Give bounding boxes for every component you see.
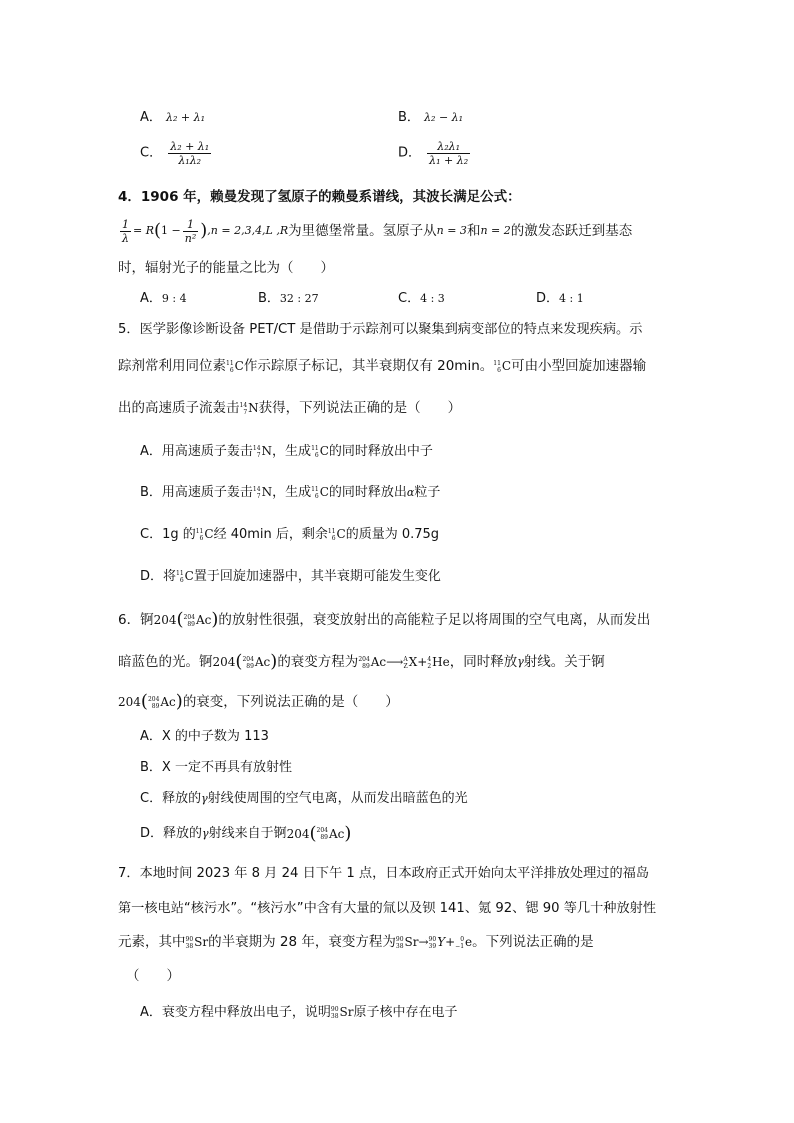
decay-arrow: →	[418, 935, 429, 949]
q4-formula-frac-den: n²	[184, 231, 197, 245]
q4-formula-line: $\frac{1}{\lambda}$ = R ( 1 − $\frac{1}{\text{n²}}$ ) ,n = 2,3,4,L ,R 为里德堡常量。氢原子从 n = 3 和 n = 2 的激发态跃迁到基态	[122, 217, 633, 245]
q3-option-b-math: λ₂ − λ₁	[424, 111, 464, 124]
q5-option-b: B．用高速质子轰击 14 7 N，生成 11 6 C的同时释放出α粒子	[140, 482, 440, 503]
electron-nuclide: 0 −1 e	[455, 935, 473, 950]
q3-option-a	[140, 108, 205, 128]
sr90-nuclide: 90 38 Sr	[395, 935, 419, 950]
q4-option-b-label: B．	[258, 291, 280, 306]
q3-option-d	[398, 140, 472, 167]
q6-option-c: C．释放的γ射线使周围的空气电离，从而发出暗蓝色的光	[140, 791, 468, 806]
q4-option-b-value: 32 : 27	[279, 292, 319, 305]
q4-option-d	[536, 289, 584, 309]
q6-option-b: B．X 一定不再具有放射性	[140, 760, 292, 775]
decay-arrow: ⟶	[386, 655, 404, 669]
q4-option-d-label: D．	[536, 291, 560, 306]
q6-line1: 6．锕 204 ( 204 89 Ac ) 的放射性很强，衰变放射出的高能粒子足以将周围的空气电离，从而发出	[118, 609, 651, 630]
q4-line2-text1: 为里德堡常量。氢原子从	[288, 223, 437, 239]
q3-option-a-label: A．	[140, 110, 162, 125]
q4-formula-lhs	[120, 218, 131, 245]
q7-line1: 7．本地时间 2023 年 8 月 24 日下午 1 点，日本政府正式开始向太平洋排放处理过的福岛	[118, 866, 650, 881]
q3-option-c-numerator: λ₂ + λ₁	[170, 140, 210, 153]
q4-formula-tail: ,n = 2,3,4,L ,R	[207, 224, 289, 237]
q3-option-d-label: D．	[398, 145, 422, 161]
q3-option-d-denominator: λ₁ + λ₂	[429, 154, 469, 167]
q4-formula-lhs-num: 1	[122, 217, 129, 231]
q4-option-d-value: 4 : 1	[559, 292, 584, 305]
q4-option-b	[258, 289, 319, 309]
q5-option-a: A．用高速质子轰击 14 7 N，生成 11 6 C的同时释放出中子	[140, 441, 433, 462]
q7-line2: 第一核电站“核污水”。“核污水”中含有大量的氚以及钡 141、氪 92、锶 90 等几十种放射性	[118, 901, 657, 916]
q5-line3-b: 获得，下列说法正确的是（ ）	[258, 400, 462, 416]
y90-nuclide: 90 39 Y	[428, 935, 446, 950]
c11-nuclide: 11 6 C	[327, 527, 346, 542]
q3-option-d-fraction	[427, 140, 470, 167]
q5-line2-a: 踪剂常利用同位素	[118, 358, 226, 374]
q4-line2-math1: n = 3	[436, 224, 467, 237]
q6-line3: 204 ( 204 89 Ac ) 的衰变，下列说法正确的是（ ）	[118, 691, 399, 712]
gamma-symbol: γ	[201, 792, 208, 805]
c11-nuclide: 11 6 C	[176, 569, 194, 584]
n14-nuclide: 14 7 N	[239, 401, 259, 416]
q5-line2-c: 可由小型回旋加速器输	[511, 358, 647, 374]
alpha-symbol: α	[406, 486, 415, 499]
ac204-nuclide: 204 89 Ac	[183, 613, 212, 628]
c11-nuclide: 11 6 C	[226, 359, 244, 374]
q4-line2-math2: n = 2	[480, 224, 511, 237]
q5-line2	[118, 356, 646, 376]
c11-nuclide: 11 6 C	[311, 485, 329, 500]
c11-nuclide: 11 6 C	[311, 444, 329, 459]
ac204-nuclide: 204 89 Ac	[147, 695, 176, 710]
gamma-symbol: γ	[202, 827, 209, 840]
q3-option-d-numerator: λ₂λ₁	[427, 140, 470, 154]
q6-option-a: A．X 的中子数为 113	[140, 729, 269, 744]
c11-nuclide: 11 6 C	[195, 527, 214, 542]
q7-option-a: A．衰变方程中释放出电子，说明 90 38 Sr原子核中存在电子	[140, 1002, 458, 1023]
q6-option-d: D．释放的 γ 射线来自于锕 204 ( 204 89 Ac )	[140, 823, 352, 844]
q4-line2-text3: 的激发态跃迁到基态	[510, 223, 633, 239]
q4-formula-frac-num: 1	[183, 218, 199, 232]
q4-option-c-value: 4 : 3	[420, 292, 445, 305]
q4-option-a-value: 9 : 4	[161, 292, 187, 305]
q7-line3: 元素，其中 90 38 Sr的半衰期为 28 年，衰变方程为 90 38 Sr→ 90 39 Y+ 0 −1 e。下列说法正确的是	[118, 934, 594, 950]
q5-option-d: D．将 11 6 C置于回旋加速器中，其半衰期可能发生变化	[140, 566, 441, 587]
sr90-nuclide: 90 38 Sr	[330, 1005, 354, 1020]
q7-line4: （ ）	[126, 968, 180, 984]
q4-option-c-label: C．	[398, 291, 421, 306]
q5-line1: 5．医学影像诊断设备 PET/CT 是借助于示踪剂可以聚集到病变部位的特点来发现疾病。示	[118, 322, 643, 337]
gamma-symbol: γ	[517, 655, 524, 668]
q4-stem-line1: 4．1906 年，赖曼发现了氢原子的赖曼系谱线，其波长满足公式：	[118, 189, 521, 205]
q4-formula-frac	[183, 218, 199, 245]
q3-option-c-denominator: λ₁λ₂	[178, 154, 202, 167]
q3-option-a-math: λ₂ + λ₁	[166, 111, 206, 124]
ac204-nuclide: 204 89 Ac	[316, 826, 345, 841]
q4-formula-lhs-den: λ	[122, 231, 129, 245]
n14-nuclide: 14 7 N	[252, 444, 273, 459]
q3-option-b	[398, 108, 463, 128]
q4-formula-one: 1 −	[161, 224, 181, 237]
q4-formula-eq: = R	[133, 224, 154, 237]
q4-line2-text2: 和	[466, 223, 481, 239]
q5-option-c: C．1g 的 11 6 C经 40min 后，剩余 11 6 C的质量为 0.75g	[140, 524, 439, 545]
q4-option-c	[398, 289, 445, 309]
n14-nuclide: 14 7 N	[252, 485, 273, 500]
c11-nuclide: 11 6 C	[493, 359, 512, 374]
q6-line2: 暗蓝色的光。锕 204 ( 204 89 Ac ) 的衰变方程为 204 89 Ac ⟶ A Z X + 4 2 He ，同时释放 γ 射线。关于锕	[118, 651, 605, 672]
ac204-nuclide: 204 89 Ac	[242, 655, 271, 670]
sr90-nuclide: 90 38 Sr	[185, 935, 209, 950]
q5-line3-a: 出的高速质子流轰击	[118, 400, 240, 416]
q3-option-b-label: B．	[398, 110, 420, 125]
q5-line3	[118, 398, 461, 418]
ac-nuclide: 204 89 Ac	[358, 655, 387, 670]
q4-option-a	[140, 289, 187, 309]
q3-option-c-label: C．	[140, 145, 163, 161]
x-nuclide: A Z X	[403, 655, 418, 670]
q5-line2-b: 作示踪原子标记，其半衰期仅有 20min。	[243, 358, 494, 374]
q3-option-c	[140, 140, 213, 167]
he-nuclide: 4 2 He	[427, 655, 450, 670]
q4-line3: 时，辐射光子的能量之比为（ ）	[118, 260, 334, 276]
q3-option-c-fraction	[168, 140, 211, 167]
q4-option-a-label: A．	[140, 291, 162, 306]
